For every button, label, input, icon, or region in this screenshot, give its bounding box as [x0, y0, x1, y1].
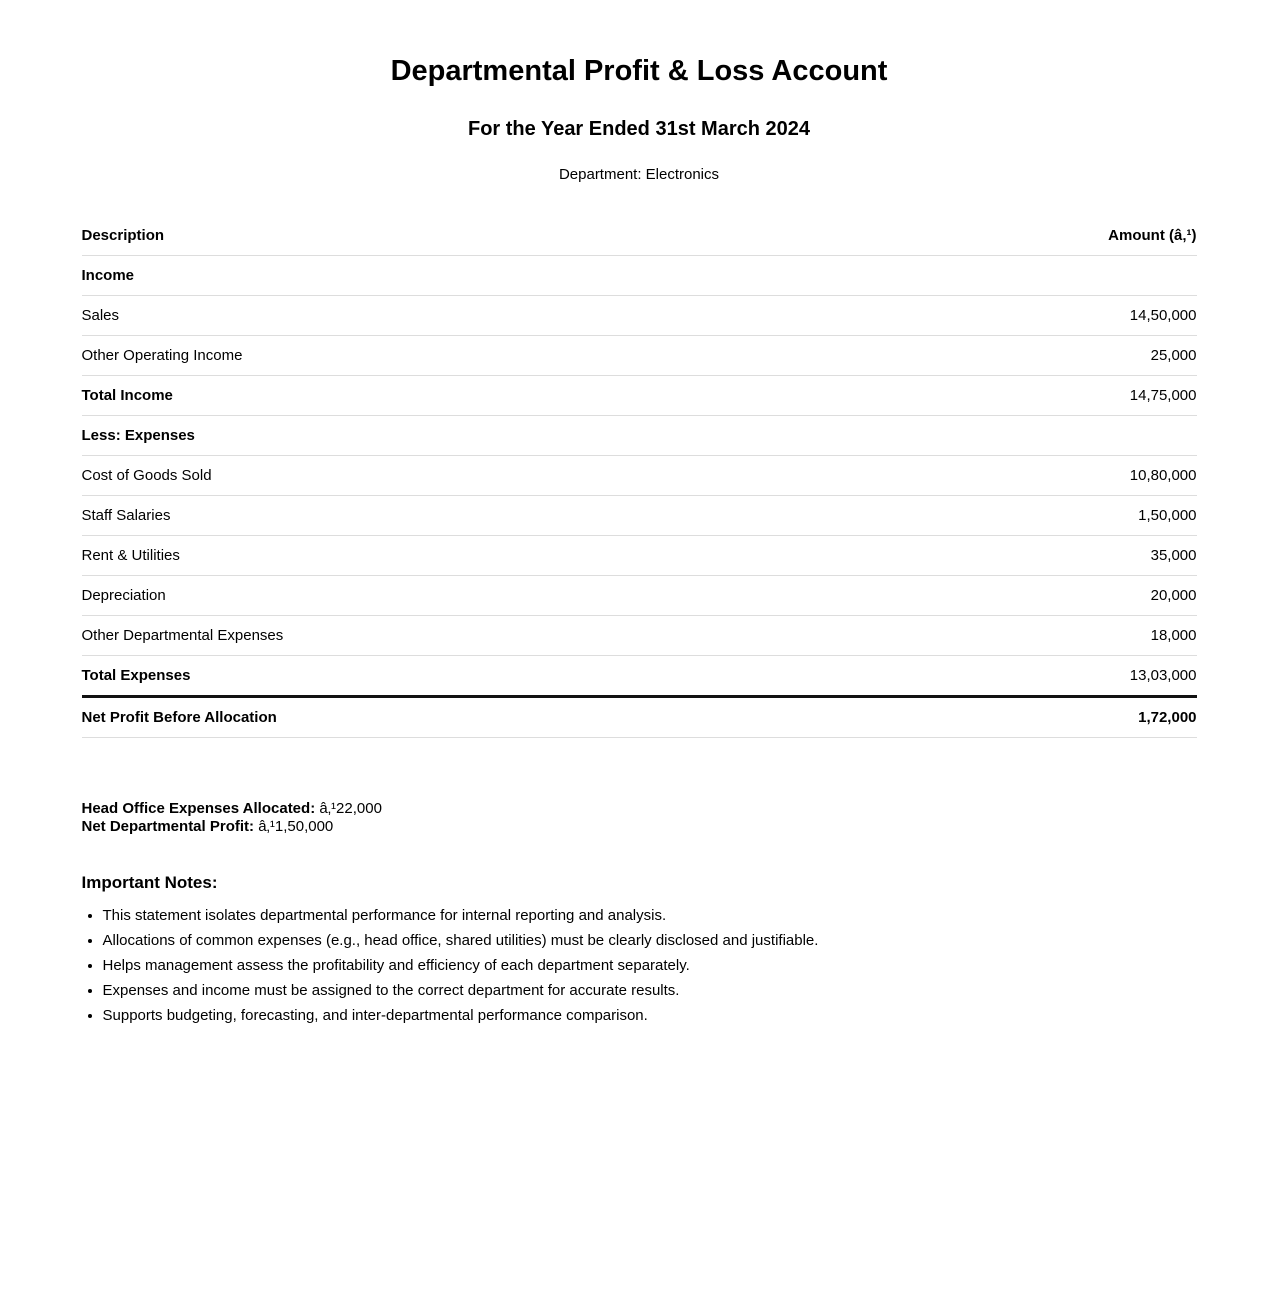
page-title: Departmental Profit & Loss Account	[390, 55, 888, 87]
net-departmental-profit-value: â‚¹1,50,000	[258, 818, 334, 836]
row-label: Rent & Utilities	[82, 535, 858, 575]
table-row-depreciation	[82, 575, 1197, 615]
table-row-total-expenses	[82, 655, 1197, 696]
row-label: Total Income	[82, 375, 858, 415]
row-label: Net Profit Before Allocation	[82, 696, 858, 737]
row-label: Staff Salaries	[82, 495, 858, 535]
note-item: • This statement isolates departmental performance for internal reporting and analysis.	[103, 907, 1197, 924]
notes-heading: Important Notes:	[81, 872, 218, 892]
row-amount: 14,50,000	[857, 295, 1196, 335]
head-office-expenses-line	[82, 800, 1197, 819]
row-label: Income	[82, 255, 858, 295]
note-item: • Supports budgeting, forecasting, and inter-departmental performance comparison.	[103, 1007, 1197, 1024]
column-header-description: Description	[82, 215, 858, 256]
table-row-rent-utilities	[82, 535, 1197, 575]
notes-list	[82, 907, 1197, 1024]
table-row-other-operating-income	[82, 335, 1197, 375]
row-amount: 20,000	[857, 575, 1196, 615]
row-label: Less: Expenses	[82, 415, 858, 455]
row-amount	[857, 415, 1196, 455]
table-row-total-income	[82, 375, 1197, 415]
note-item: • Helps management assess the profitability and efficiency of each department separately.	[103, 957, 1197, 974]
row-amount	[857, 255, 1196, 295]
table-row-sales	[82, 295, 1197, 335]
table-row-staff-salaries	[82, 495, 1197, 535]
row-amount: 1,50,000	[857, 495, 1196, 535]
department-label: Department: Electronics	[558, 166, 720, 184]
note-item: • Allocations of common expenses (e.g., head office, shared utilities) must be clearly disclosed and justifiable.	[103, 932, 1197, 949]
row-amount: 35,000	[857, 535, 1196, 575]
net-departmental-profit-label: Net Departmental Profit:	[81, 818, 255, 836]
allocation-summary	[82, 800, 1197, 837]
row-label: Total Expenses	[82, 655, 858, 696]
table-row-expenses-section	[82, 415, 1197, 455]
table-header-row	[82, 215, 1197, 256]
table-row-income-section	[82, 255, 1197, 295]
table-row-net-profit-before-allocation	[82, 696, 1197, 737]
note-item: • Expenses and income must be assigned to the correct department for accurate results.	[103, 982, 1197, 999]
row-amount: 25,000	[857, 335, 1196, 375]
head-office-expenses-label: Head Office Expenses Allocated:	[81, 799, 316, 817]
statement-document	[82, 55, 1197, 1024]
table-row-cost-of-goods-sold	[82, 455, 1197, 495]
row-label: Cost of Goods Sold	[82, 455, 858, 495]
profit-loss-table	[82, 215, 1197, 738]
head-office-expenses-value: â‚¹22,000	[319, 799, 382, 817]
row-amount: 10,80,000	[857, 455, 1196, 495]
row-amount: 14,75,000	[857, 375, 1196, 415]
row-label: Sales	[82, 295, 858, 335]
table-row-other-departmental-expenses	[82, 615, 1197, 655]
row-label: Other Departmental Expenses	[82, 615, 858, 655]
row-label: Depreciation	[82, 575, 858, 615]
row-amount: 1,72,000	[857, 696, 1196, 737]
column-header-amount: Amount (â‚¹)	[857, 215, 1196, 256]
net-departmental-profit-line	[82, 818, 1197, 837]
row-amount: 13,03,000	[857, 655, 1196, 696]
row-label: Other Operating Income	[82, 335, 858, 375]
row-amount: 18,000	[857, 615, 1196, 655]
period-subtitle: For the Year Ended 31st March 2024	[467, 118, 810, 141]
